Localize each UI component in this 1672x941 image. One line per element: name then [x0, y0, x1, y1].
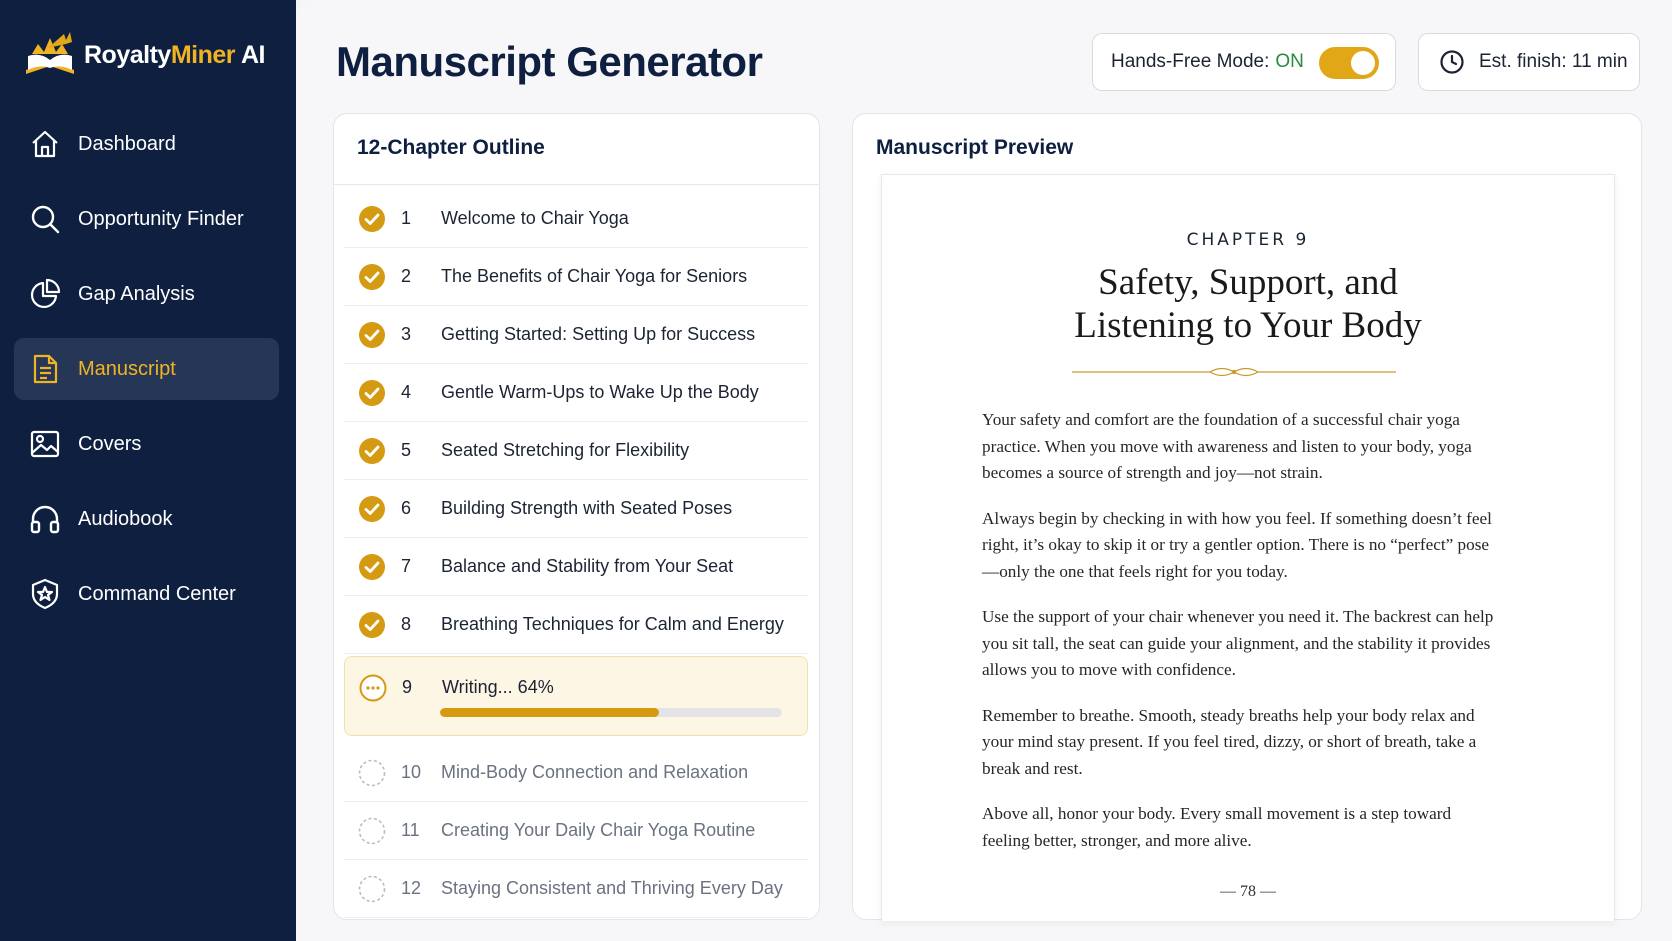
hands-free-state: ON	[1275, 51, 1304, 72]
chapter-row[interactable]	[344, 538, 808, 596]
page-title: Manuscript Generator	[336, 38, 763, 85]
chapter-number: 11	[401, 820, 420, 840]
brand-logo[interactable]	[20, 30, 265, 80]
home-icon	[28, 127, 62, 161]
check-circle-icon	[357, 610, 387, 640]
toggle-knob	[1351, 51, 1375, 75]
check-circle-icon	[357, 494, 387, 524]
chapter-title: Building Strength with Seated Poses	[441, 498, 733, 518]
sidebar-item-label: Audiobook	[78, 507, 173, 530]
chapter-number: 9	[402, 677, 413, 697]
chapter-number: 6	[401, 498, 412, 518]
chapter-heading-line: Listening to Your Body	[1074, 305, 1422, 346]
check-circle-icon	[357, 204, 387, 234]
image-icon	[28, 427, 62, 461]
chapter-row[interactable]	[344, 596, 808, 654]
chapter-heading-line: Safety, Support, and	[1098, 262, 1398, 303]
chapter-number: 8	[401, 614, 412, 634]
progress-fill	[440, 708, 659, 717]
brand-name: RoyaltyMiner AI	[84, 40, 265, 69]
hands-free-toggle[interactable]	[1319, 47, 1379, 79]
sidebar-item-label: Command Center	[78, 582, 236, 605]
pending-circle-icon	[357, 874, 387, 904]
chapter-title: Mind-Body Connection and Relaxation	[441, 762, 749, 782]
chapter-row[interactable]	[344, 656, 808, 736]
check-circle-icon	[357, 436, 387, 466]
chapter-title: Welcome to Chair Yoga	[441, 208, 629, 228]
manuscript-page[interactable]	[881, 174, 1615, 921]
check-circle-icon	[357, 378, 387, 408]
hands-free-mode-control[interactable]	[1092, 33, 1396, 91]
shield-star-icon	[28, 577, 62, 611]
chapter-number: 12	[401, 878, 422, 898]
est-finish-label: Est. finish: 11 min	[1479, 51, 1628, 72]
pending-circle-icon	[357, 816, 387, 846]
sidebar-item-dashboard[interactable]	[14, 113, 279, 175]
chapter-row[interactable]	[344, 480, 808, 538]
chapter-number: 2	[401, 266, 412, 286]
chapter-list	[344, 190, 808, 918]
headphones-icon	[28, 502, 62, 536]
pending-circle-icon	[357, 758, 387, 788]
in-progress-icon	[358, 673, 388, 703]
est-finish-badge	[1418, 33, 1640, 91]
chapter-heading	[922, 261, 1574, 347]
check-circle-icon	[357, 552, 387, 582]
chapter-row[interactable]	[344, 248, 808, 306]
chapter-title: Gentle Warm-Ups to Wake Up the Body	[441, 382, 759, 402]
chapter-number: 1	[401, 208, 412, 228]
chapter-row[interactable]	[344, 744, 808, 802]
page-number: — 78 —	[1220, 883, 1276, 900]
pie-chart-icon	[28, 277, 62, 311]
chapter-number: 3	[401, 324, 412, 344]
chapter-number: 10	[401, 762, 422, 782]
sidebar-item-manuscript[interactable]	[14, 338, 279, 400]
preview-title: Manuscript Preview	[876, 136, 1074, 159]
chapter-row[interactable]	[344, 802, 808, 860]
sidebar-item-covers[interactable]	[14, 413, 279, 475]
book-crown-logo-icon	[20, 30, 80, 80]
manuscript-preview-panel	[852, 113, 1642, 920]
check-circle-icon	[357, 262, 387, 292]
sidebar-item-label: Dashboard	[78, 132, 176, 155]
chapter-number: 5	[401, 440, 412, 460]
sidebar-item-label: Manuscript	[78, 357, 176, 380]
chapter-row[interactable]	[344, 306, 808, 364]
chapter-title: Balance and Stability from Your Seat	[441, 556, 734, 576]
clock-icon	[1439, 49, 1465, 75]
check-circle-icon	[357, 320, 387, 350]
paragraph: Always begin by checking in with how you feel. If something doesn’t feel right, it’s okay to skip it or try a gentler option. There is no “perfect” pose—only the one that feels right for you today.	[982, 508, 1492, 581]
chapter-body	[982, 407, 1497, 873]
sidebar-item-audiobook[interactable]	[14, 488, 279, 550]
paragraph: Use the support of your chair whenever you need it. The backrest can help you sit tall, the seat can guide your alignment, and the stability it provides allows you to move with confidence.	[982, 607, 1494, 679]
chapter-row[interactable]	[344, 860, 808, 918]
chapter-title: The Benefits of Chair Yoga for Seniors	[441, 266, 748, 286]
chapter-row[interactable]	[344, 422, 808, 480]
chapter-progress-bar	[440, 708, 782, 717]
outline-title: 12-Chapter Outline	[357, 136, 545, 159]
chapter-row[interactable]	[344, 190, 808, 248]
chapter-outline-panel	[333, 113, 820, 920]
sidebar-item-opportunity-finder[interactable]	[14, 188, 279, 250]
writing-status: Writing... 64%	[442, 677, 554, 697]
paragraph: Remember to breathe. Smooth, steady breaths help your body relax and your mind stay present. If you feel tired, dizzy, or short of breath, take a break and rest.	[982, 705, 1477, 778]
chapter-number: 4	[401, 382, 412, 402]
sidebar-nav	[14, 113, 279, 638]
sidebar-item-label: Opportunity Finder	[78, 207, 244, 230]
paragraph: Above all, honor your body. Every small movement is a step toward feeling better, stronger, and more alive.	[982, 804, 1452, 850]
chapter-title: Breathing Techniques for Calm and Energy	[441, 614, 784, 634]
hands-free-label: Hands-Free Mode:	[1111, 51, 1270, 72]
chapter-number: 7	[401, 556, 412, 576]
sidebar-item-label: Gap Analysis	[78, 282, 195, 305]
sidebar-item-label: Covers	[78, 432, 142, 455]
chapter-title: Seated Stretching for Flexibility	[441, 440, 690, 460]
sidebar-item-gap-analysis[interactable]	[14, 263, 279, 325]
chapter-title: Staying Consistent and Thriving Every Day	[441, 878, 783, 898]
chapter-title: Getting Started: Setting Up for Success	[441, 324, 756, 344]
search-icon	[28, 202, 62, 236]
ornament-divider-icon	[1072, 365, 1396, 379]
chapter-row[interactable]	[344, 364, 808, 422]
sidebar-item-command-center[interactable]	[14, 563, 279, 625]
main-content	[296, 0, 1672, 941]
divider	[334, 184, 819, 185]
document-icon	[28, 352, 62, 386]
paragraph: Your safety and comfort are the foundation of a successful chair yoga practice. When you move with awareness and listen to your body, yoga becomes a source of strength and joy—not strain.	[982, 410, 1472, 482]
chapter-label: CHAPTER 9	[1186, 230, 1310, 250]
sidebar	[0, 0, 296, 941]
chapter-title: Creating Your Daily Chair Yoga Routine	[441, 820, 756, 840]
